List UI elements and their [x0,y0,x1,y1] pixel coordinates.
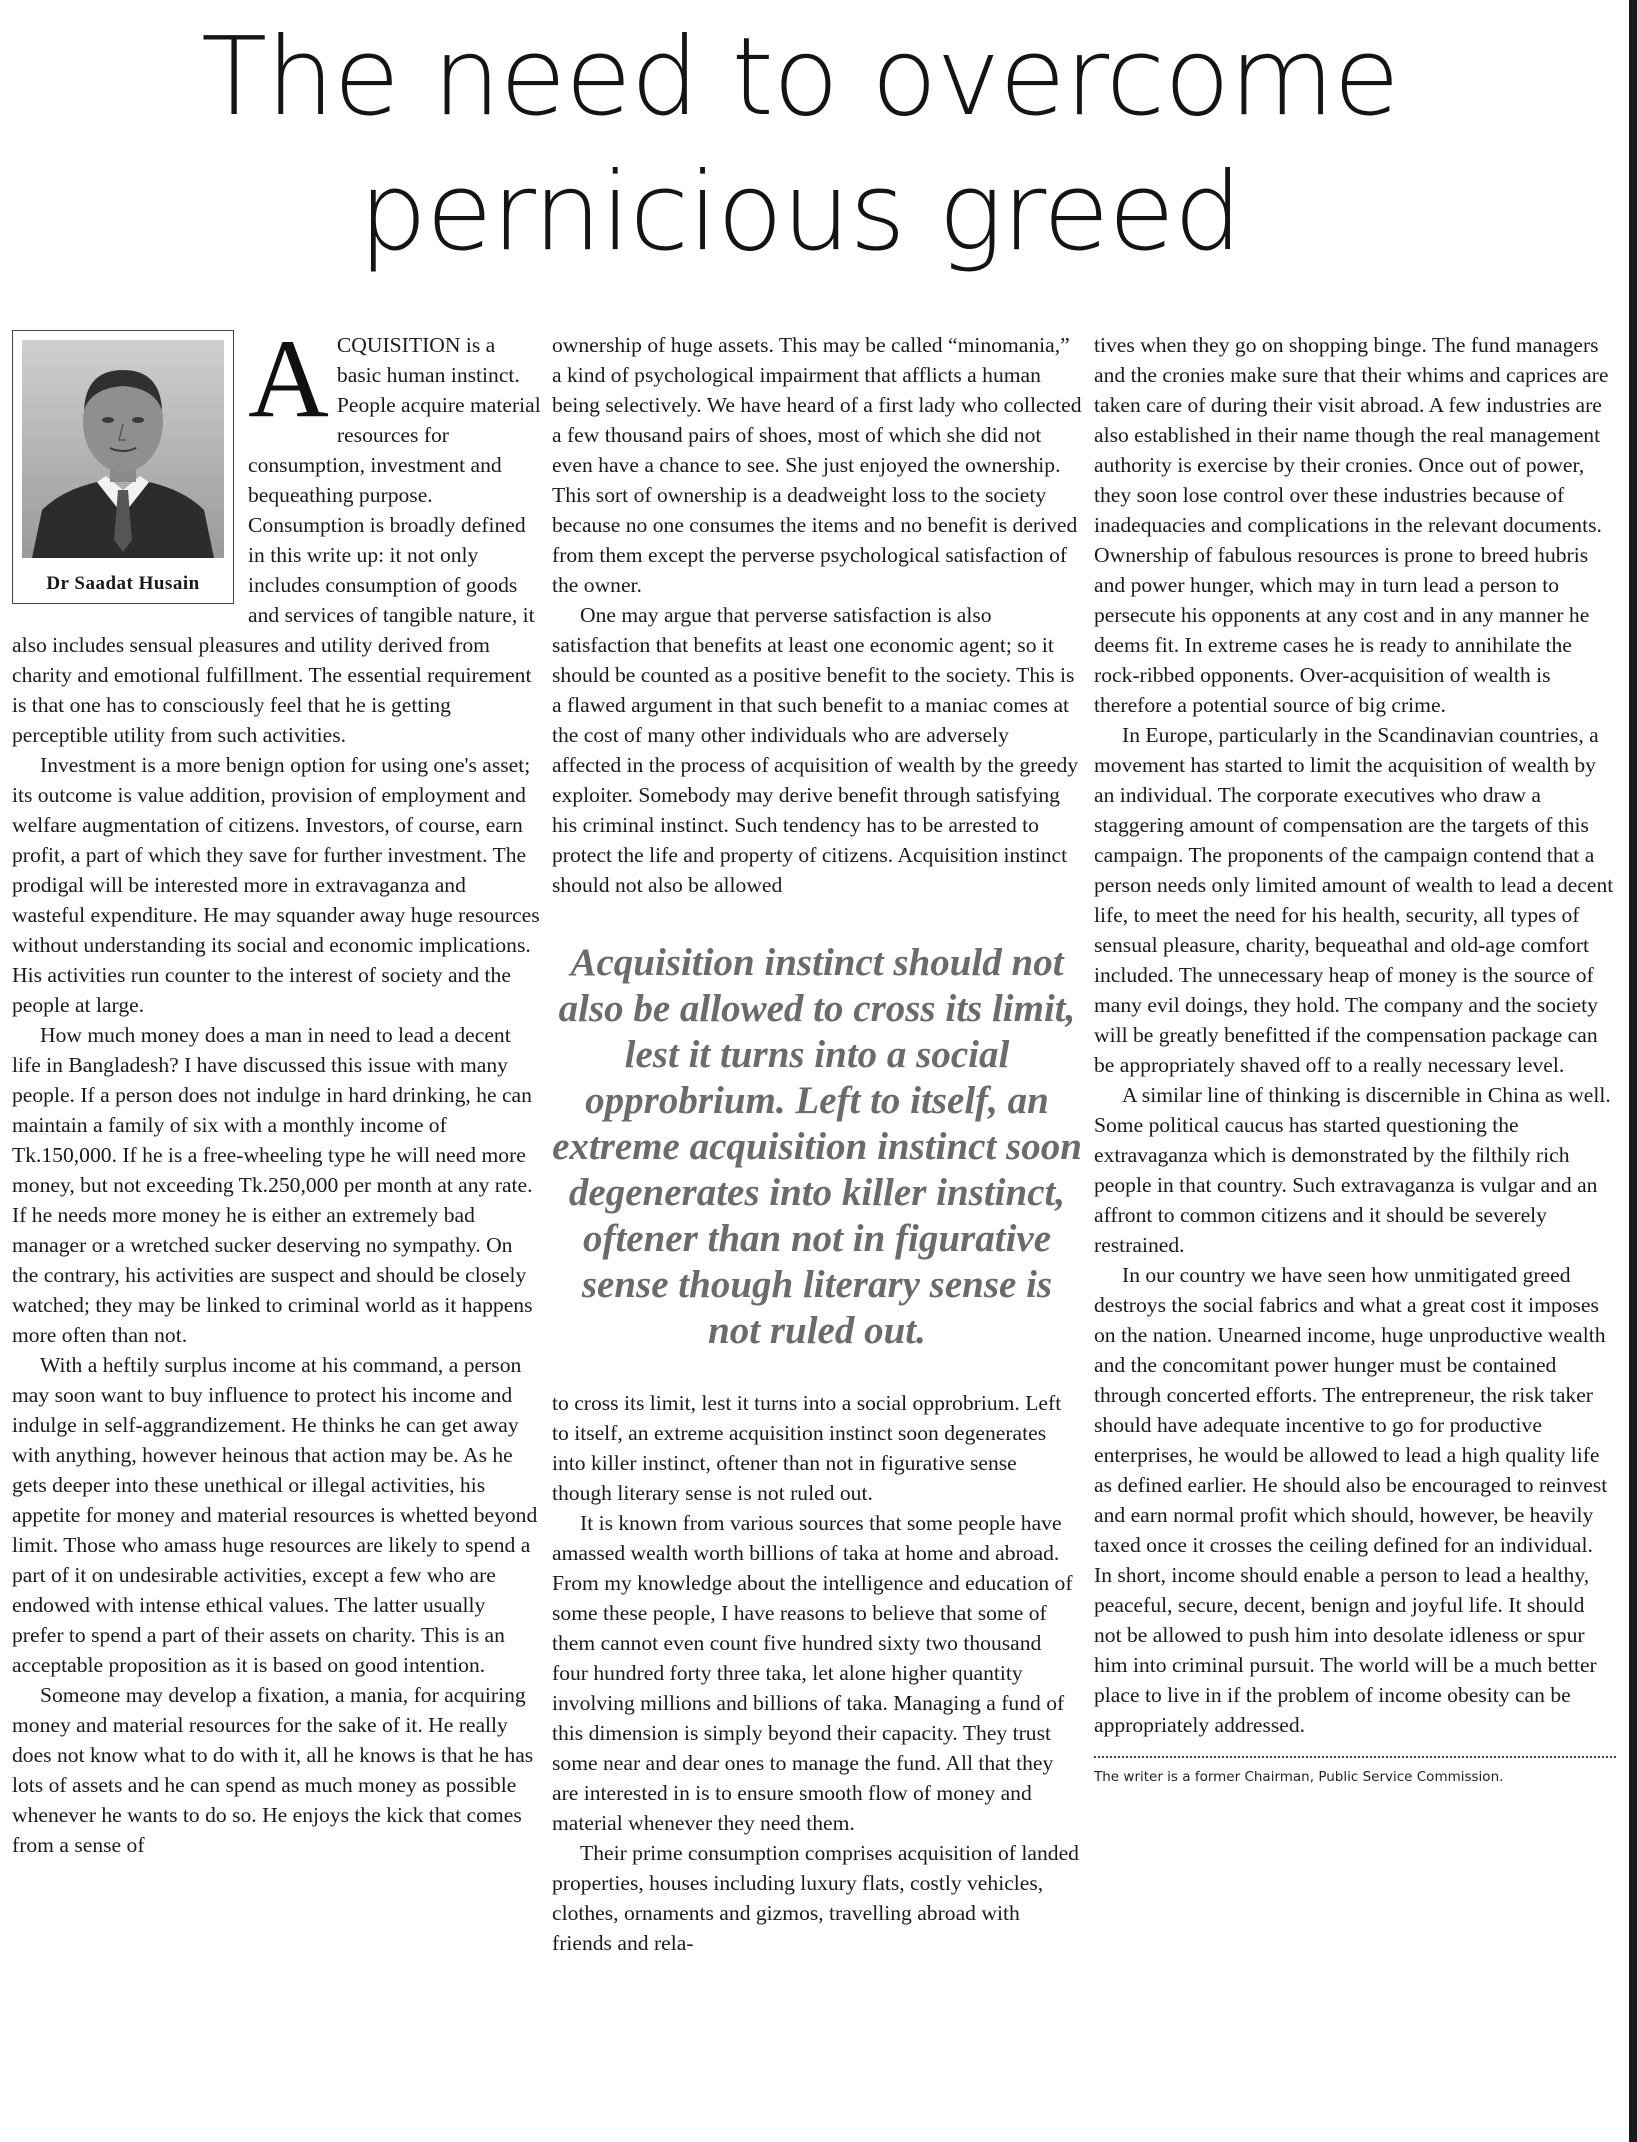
paragraph: In our country we have seen how unmitigated greed destroys the social fabrics and what a great cost it imposes on the nation. Unearned income, huge unproductive wealth and the concomitant power hunger must be contained through concerted efforts. The entrepreneur, the risk taker should have adequate incentive to go for productive enterprises, he would be allowed to lead a high quality life as defined earlier. He should also be encouraged to reinvest and earn normal profit which should, however, be heavily taxed once it crosses the ceiling defined for an individual. In short, income should enable a person to lead a healthy, peaceful, secure, decent, benign and joyful life. It should not be allowed to push him into desolate idleness or spur him into criminal pursuit. The world will be a much better place to live in if the problem of income obesity can be appropriately addressed. [1094,1263,1608,1737]
author-portrait-image [22,340,224,558]
article-headline [120,10,1480,280]
paragraph: It is known from various sources that some people have amassed wealth worth billions of taka at home and abroad. From my knowledge about the intelligence and education of some these people, I have reasons to believe that some of them cannot even count five hundred sixty two thousand four hundred forty three taka, let alone higher quantity involving millions and billions of taka. Managing a fund of this dimension is simply beyond their capacity. They trust some near and dear ones to manage the fund. All that they are interested in is to ensure smooth flow of money and material whenever they need them. [552,1511,1073,1835]
paragraph: One may argue that perverse satisfaction is also satisfaction that benefits at least one economic agent; so it should be counted as a positive benefit to the society. This is a flawed argument in that such benefit to a maniac comes at the cost of many other individuals who are adversely affected in the process of acquisition of wealth by the greedy exploiter. Somebody may derive benefit through satisfying his criminal instinct. Such tendency has to be arrested to protect the life and property of citizens. Acquisition instinct should not also be allowed [552,603,1079,897]
headline-line-2: pernicious greed [358,150,1242,275]
article-column-3 [1094,330,1616,1786]
article-column-1 [12,317,542,1860]
paragraph: Investment is a more benign option for using one's asset; its outcome is value addition, provision of employment and welfare augmentation of citizens. Investors, of course, earn profit, a part of which they save for further investment. The prodigal will be interested more in extravaganza and wasteful expenditure. He may squander away huge resources without understanding its social and economic implications. His activities run counter to the interest of society and the people at large. [12,753,540,1017]
paragraph: Someone may develop a fixation, a mania, for acquiring money and material resources for the sake of it. He really does not know what to do with it, all he knows is that he has lots of assets and he can spend as much money as possible whenever he wants to do so. He enjoys the kick that comes from a sense of [12,1683,534,1857]
paragraph: tives when they go on shopping binge. The fund managers and the cronies make sure that their whims and caprices are taken care of during their visit abroad. A few industries are also established in their name though the real management authority is exercise by their cronies. Once out of power, they soon lose control over these industries because of inadequacies and complications in the relevant documents. Ownership of fabulous resources is prone to breed hubris and power hunger, which may in turn lead a person to persecute his opponents at any cost and in any manner he deems fit. In extreme cases he is ready to annihilate the rock-ribbed opponents. Over-acquisition of wealth is therefore a potential source of big crime. [1094,333,1609,717]
paragraph: to cross its limit, lest it turns into a social opprobrium. Left to itself, an extreme acquisition instinct soon degenerates into killer instinct, oftener than not in figurative sense though literary sense is not ruled out. [552,1391,1062,1505]
paragraph: ownership of huge assets. This may be called “minomania,” a kind of psychological impairment that afflicts a human being selectively. We have heard of a first lady who collected a few thousand pairs of shoes, most of which she did not even have a chance to see. She just enjoyed the ownership. This sort of ownership is a deadweight loss to the society because no one consumes the items and no benefit is derived from them except the perverse psychological satisfaction of the owner. [552,333,1082,597]
pull-quote: Acquisition instinct should not also be allowed to cross its limit, lest it turns into a social opprobrium. Left to itself, an extreme acquisition instinct soon degenerates into killer instinct, oftener than not in figurative sense though literary sense is not ruled out. [552,941,1082,1352]
author-footnote: The writer is a former Chairman, Public Service Commission. [1094,1769,1504,1785]
drop-cap: A [248,317,329,441]
headline-line-1: The need to overcome [201,15,1399,140]
author-byline: Dr Saadat Husain [46,573,200,594]
paragraph-intro: CQUISITION is a basic human instinct. People acquire material resources for consumption, investment and bequeathing purpose. Consumption is broadly defined in this write up: it not only includes consumption of goods and services of tangible nature, it also includes sensual pleasures and utility derived from charity and emotional fulfillment. The essential requirement is that one has to consciously feel that he is getting perceptible utility from such activities. [12,333,541,747]
paragraph: In Europe, particularly in the Scandinavian countries, a movement has started to limit the acquisition of wealth by an individual. The corporate executives who draw a staggering amount of compensation are the targets of this campaign. The proponents of the campaign contend that a person needs only limited amount of wealth to lead a decent life, to meet the need for his health, security, all types of sensual pleasure, charity, bequeathal and old-age comfort included. The unnecessary heap of money is the source of many evil doings, they hold. The company and the society will be greatly benefitted if the compensation package can be appropriately shaved off to a really necessary level. [1094,723,1614,1077]
author-photo-box [12,330,234,604]
paragraph: A similar line of thinking is discernible in China as well. Some political caucus has started questioning the extravaganza which is demonstrated by the filthily rich people in that country. Such extravaganza is vulgar and an affront to common citizens and it should be severely restrained. [1094,1083,1611,1257]
paragraph: With a heftily surplus income at his command, a person may soon want to buy influence to protect his income and indulge in self-aggrandizement. He thinks he can get away with anything, however heinous that action may be. As he gets deeper into these unethical or illegal activities, his appetite for money and material resources is whetted beyond limit. Those who amass huge resources are likely to spend a part of it on undesirable activities, except a few who are endowed with intense ethical values. The latter usually prefer to spend a part of their assets on charity. This is an acceptable proposition as it is based on good intention. [12,1353,538,1677]
paragraph: Their prime consumption comprises acquisition of landed properties, houses including luxury flats, costly vehicles, clothes, ornaments and gizmos, travelling abroad with friends and rela- [552,1841,1079,1955]
page-edge-border [1629,0,1637,2142]
article-column-2 [552,330,1082,1958]
paragraph: How much money does a man in need to lead a decent life in Bangladesh? I have discussed this issue with many people. If a person does not indulge in hard drinking, he can maintain a family of six with a monthly income of Tk.150,000. If he is a free-wheeling type he will need more money, but not exceeding Tk.250,000 per month at any rate. If he needs more money he is either an extremely bad manager or a wretched sucker deserving no sympathy. On the contrary, his activities are suspect and should be closely watched; they may be linked to criminal world as it happens more often than not. [12,1023,533,1347]
footnote-divider [1094,1756,1616,1758]
